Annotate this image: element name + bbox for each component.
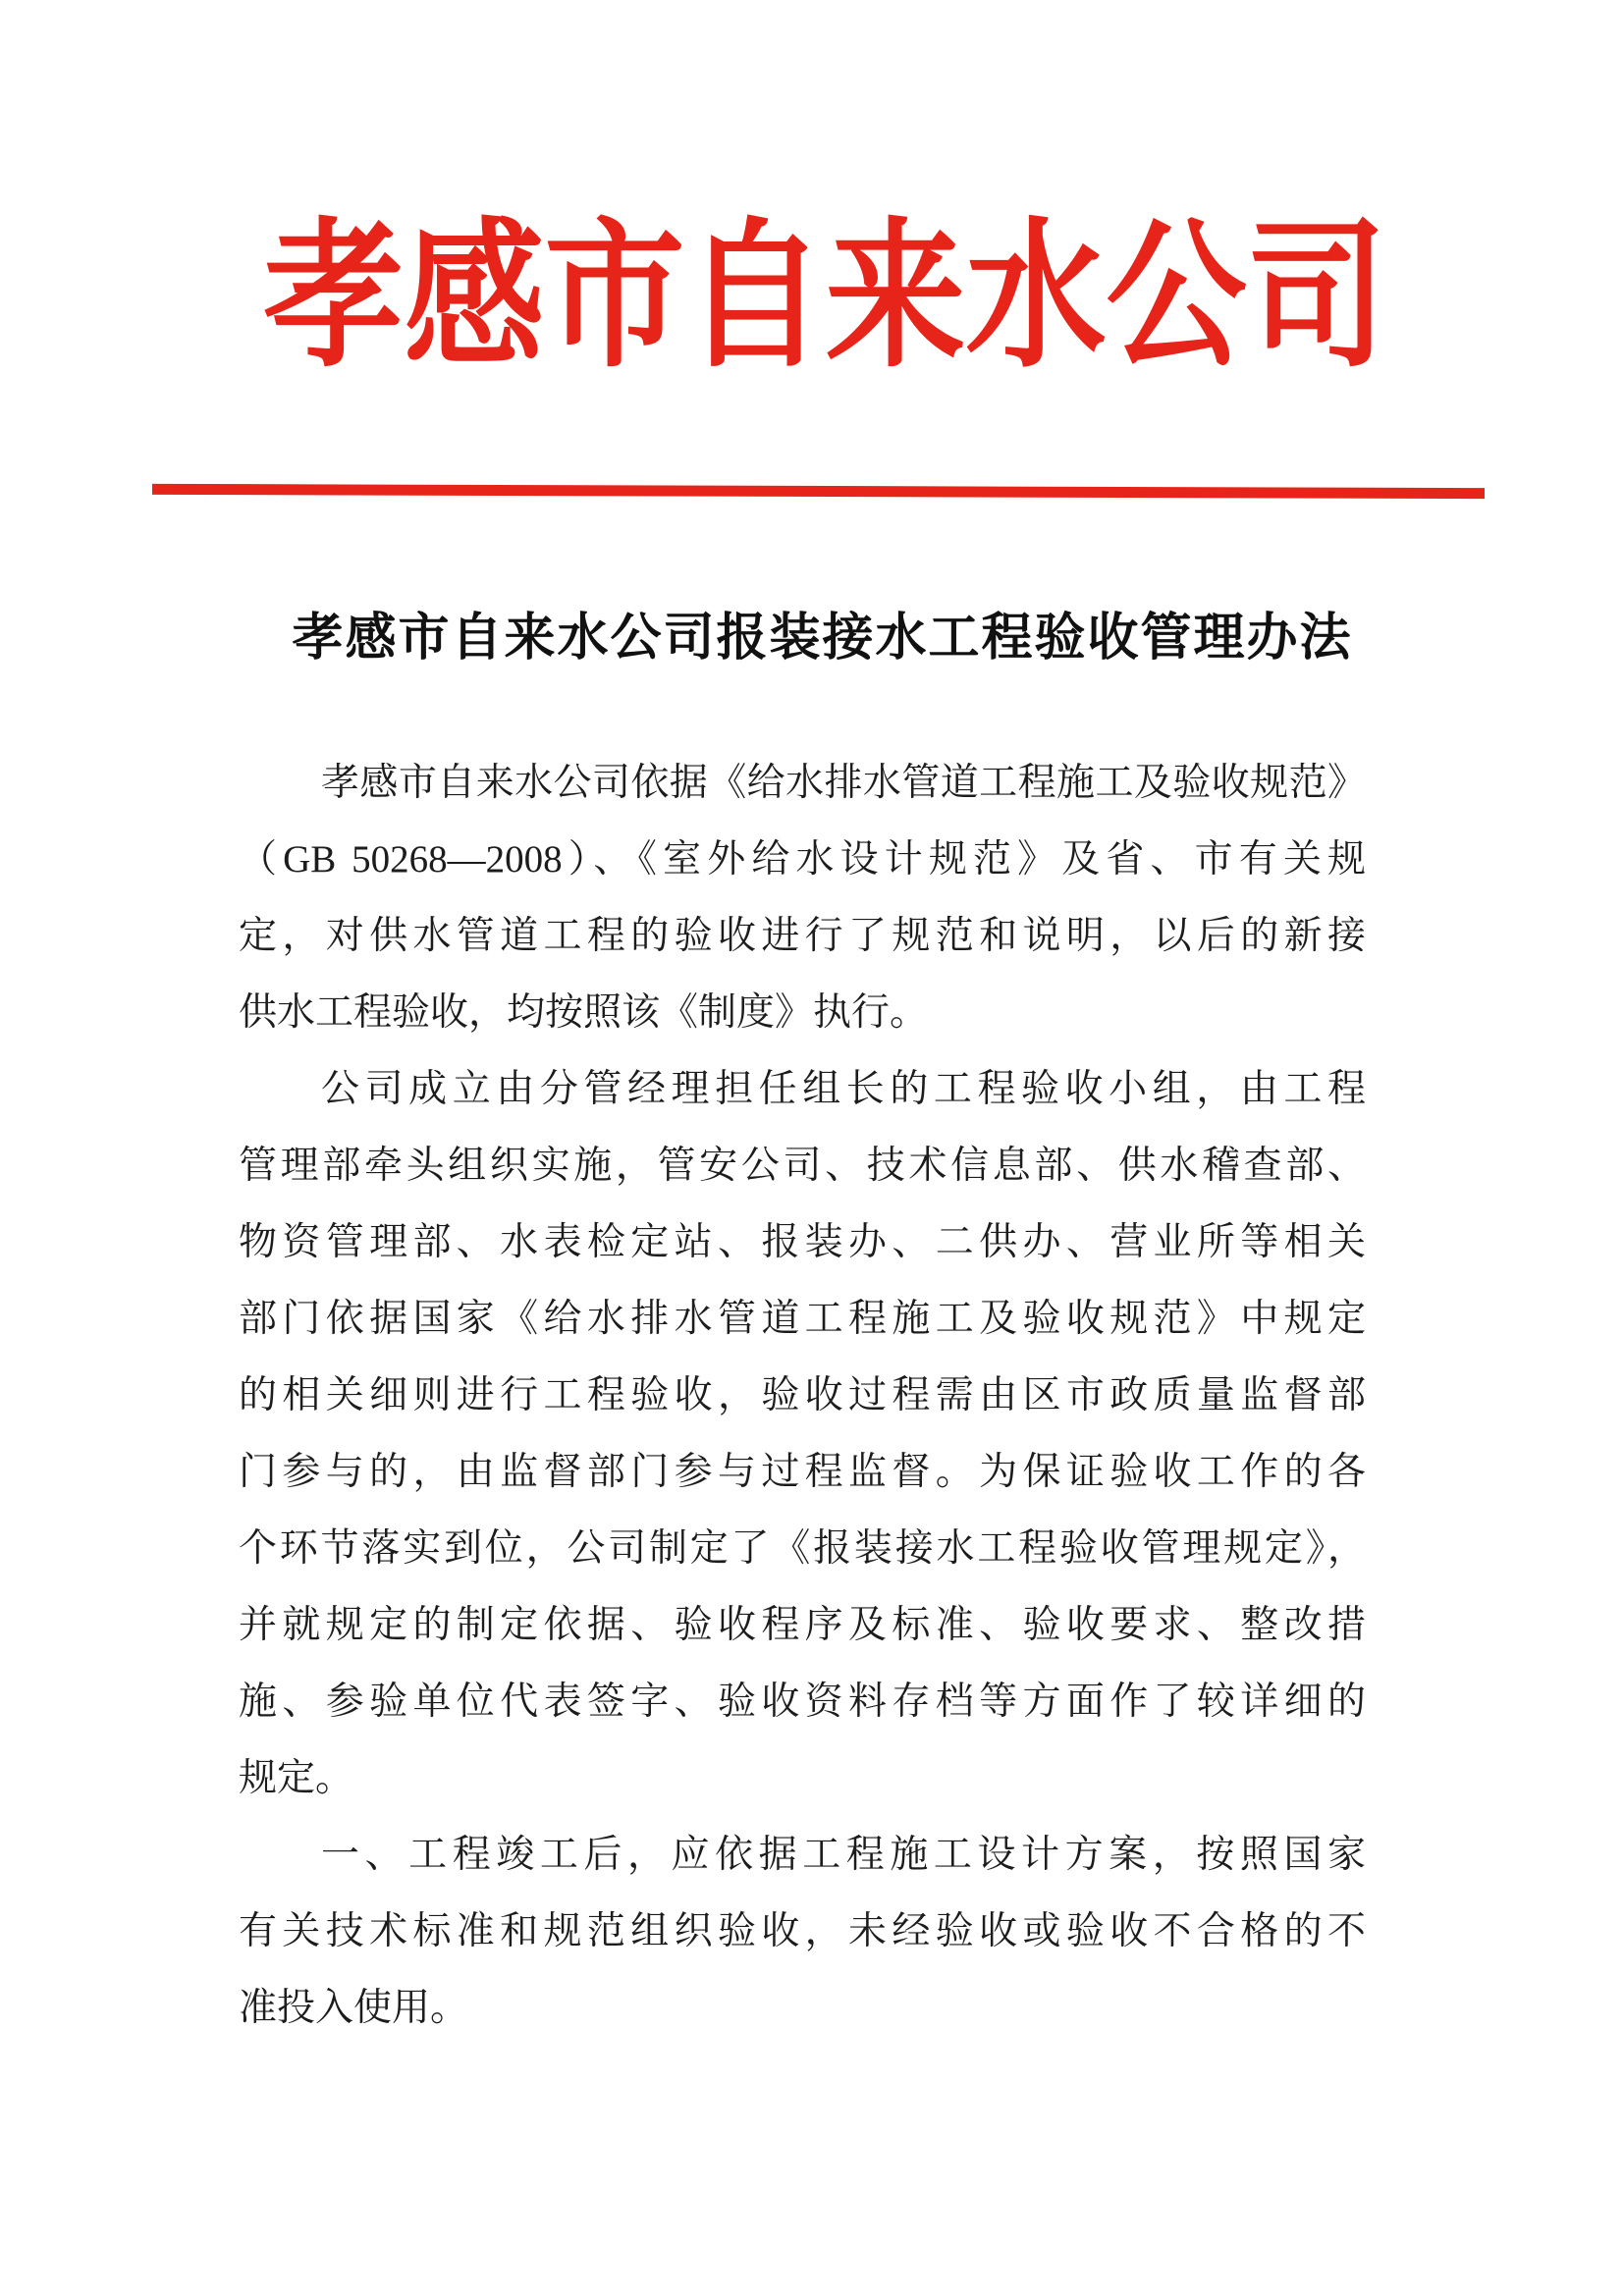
body-line: 物资管理部、水表检定站、报装办、二供办、营业所等相关 <box>239 1221 1366 1263</box>
body-line: 施、参验单位代表签字、验收资料存档等方面作了较详细的 <box>239 1681 1366 1723</box>
body-line: 个环节落实到位，公司制定了《报装接水工程验收管理规定》， <box>239 1527 1366 1570</box>
body-line: 供水工程验收，均按照该《制度》执行。 <box>239 991 929 1034</box>
document-title: 孝感市自来水公司报装接水工程验收管理办法 <box>292 611 1353 667</box>
body-line: 孝感市自来水公司依据《给水排水管道工程施工及验收规范》 <box>321 762 1366 804</box>
body-line: 定，对供水管道工程的验收进行了规范和说明，以后的新接 <box>239 915 1366 957</box>
body-line: 管理部牵头组织实施，管安公司、技术信息部、供水稽查部、 <box>239 1145 1366 1187</box>
body-line: 一、工程竣工后，应依据工程施工设计方案，按照国家 <box>321 1834 1366 1876</box>
body-line: 门参与的，由监督部门参与过程监督。为保证验收工作的各 <box>239 1451 1366 1493</box>
body-line: 规定。 <box>239 1757 354 1799</box>
body-line: 的相关细则进行工程验收，验收过程需由区市政质量监督部 <box>239 1374 1366 1416</box>
document-body <box>239 745 1366 2047</box>
body-line: 有关技术标准和规范组织验收，未经验收或验收不合格的不 <box>239 1910 1366 1952</box>
body-line: （GB 50268—2008）、《室外给水设计规范》及省、市有关规 <box>239 838 1366 881</box>
body-line: 公司成立由分管经理担任组长的工程验收小组，由工程 <box>321 1068 1366 1110</box>
red-divider-line <box>152 484 1485 499</box>
letterhead-company-name: 孝感市自来水公司 <box>263 209 1387 387</box>
body-line: 准投入使用。 <box>239 1987 469 2029</box>
body-line: 并就规定的制定依据、验收程序及标准、验收要求、整改措 <box>239 1604 1366 1646</box>
body-line: 部门依据国家《给水排水管道工程施工及验收规范》中规定 <box>239 1298 1366 1340</box>
